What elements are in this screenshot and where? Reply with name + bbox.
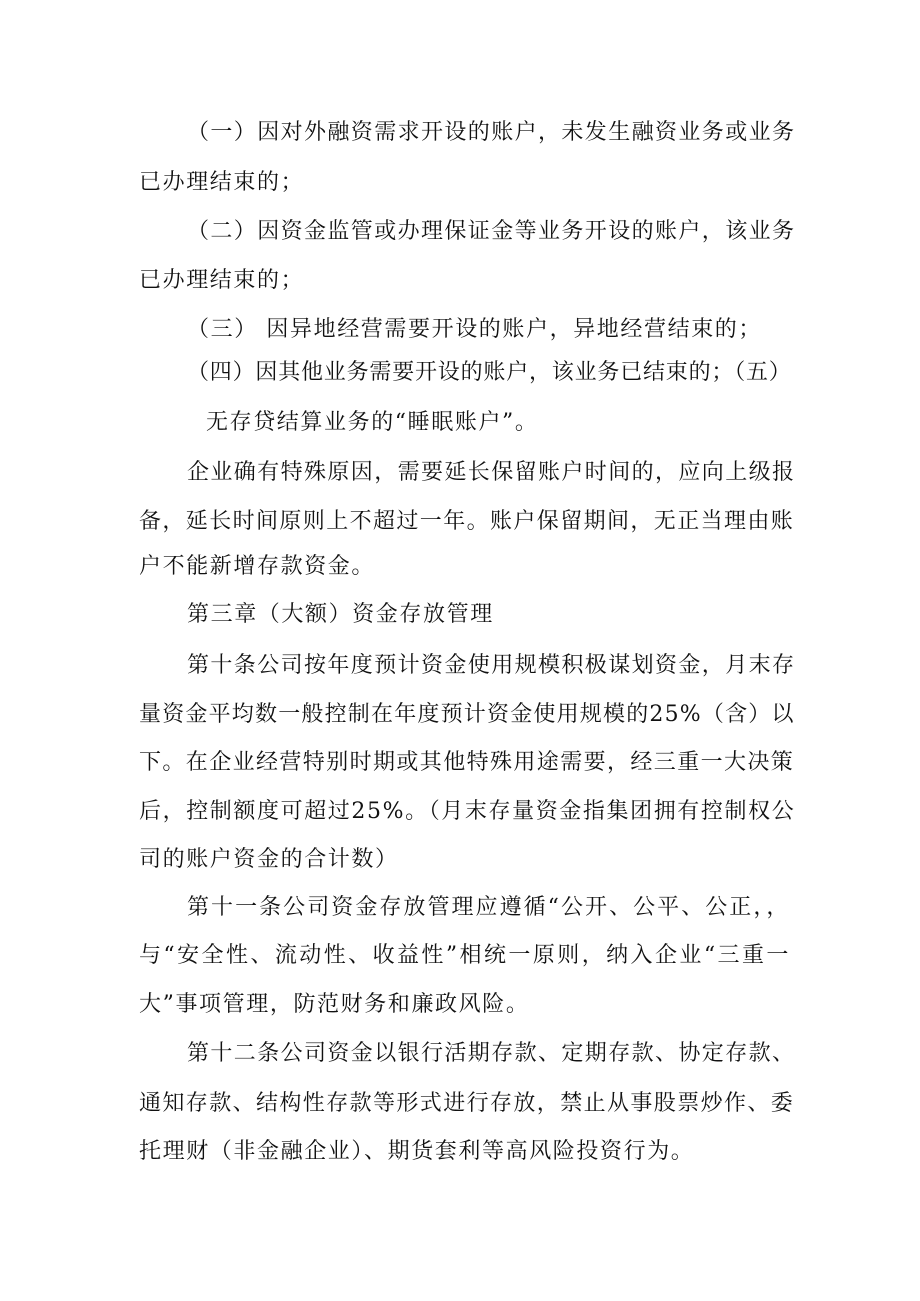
article-10-line-3: 下。在企业经营特别时期或其他特殊用途需要，经三重一大决策: [139, 750, 795, 775]
article-10-line-5: 司的账户资金的合计数）: [139, 847, 399, 872]
article-12-line-3: 托理财（非金融企业）、期货套利等高风险投资行为。: [139, 1139, 695, 1164]
item-1-line-1: （一）因对外融资需求开设的账户，未发生融资业务或业务: [187, 120, 796, 145]
article-10-line-2: 量资金平均数一般控制在年度预计资金使用规模的25%（含）以: [139, 702, 795, 727]
article-11-line-2: 与“安全性、流动性、收益性”相统一原则，纳入企业“三重一: [139, 943, 790, 968]
article-12-line-2: 通知存款、结构性存款等形式进行存放，禁止从事股票炒作、委: [139, 1091, 795, 1116]
chapter-3-heading: 第三章（大额）资金存放管理: [187, 602, 494, 627]
article-10-line-1: 第十条公司按年度预计资金使用规模积极谋划资金，月末存: [187, 653, 796, 678]
extension-rule-line-3: 户不能新增存款资金。: [139, 554, 376, 579]
article-10-line-4: 后，控制额度可超过25%。（月末存量资金指集团拥有控制权公: [139, 799, 796, 824]
item-2-line-2: 已办理结束的；: [139, 268, 305, 293]
item-5-line-1: 无存贷结算业务的“睡眠账户”。: [206, 410, 539, 435]
extension-rule-line-2: 备，延长时间原则上不超过一年。账户保留期间，无正当理由账: [139, 509, 795, 534]
extension-rule-line-1: 企业确有特殊原因，需要延长保留账户时间的，应向上级报: [187, 460, 796, 485]
item-4-line-1: （四）因其他业务需要开设的账户，该业务已结束的；（五）: [187, 360, 792, 385]
item-1-line-2: 已办理结束的；: [139, 170, 305, 195]
article-12-line-1: 第十二条公司资金以银行活期存款、定期存款、协定存款、: [187, 1041, 796, 1066]
item-2-line-1: （二）因资金监管或办理保证金等业务开设的账户，该业务: [187, 219, 796, 244]
article-11-line-3: 大”事项管理，防范财务和廉政风险。: [139, 992, 530, 1017]
item-3-line-1: （三） 因异地经营需要开设的账户，异地经营结束的；: [187, 317, 762, 342]
article-11-line-1: 第十一条公司资金存放管理应遵循“公开、公平、公正，，: [187, 895, 790, 920]
